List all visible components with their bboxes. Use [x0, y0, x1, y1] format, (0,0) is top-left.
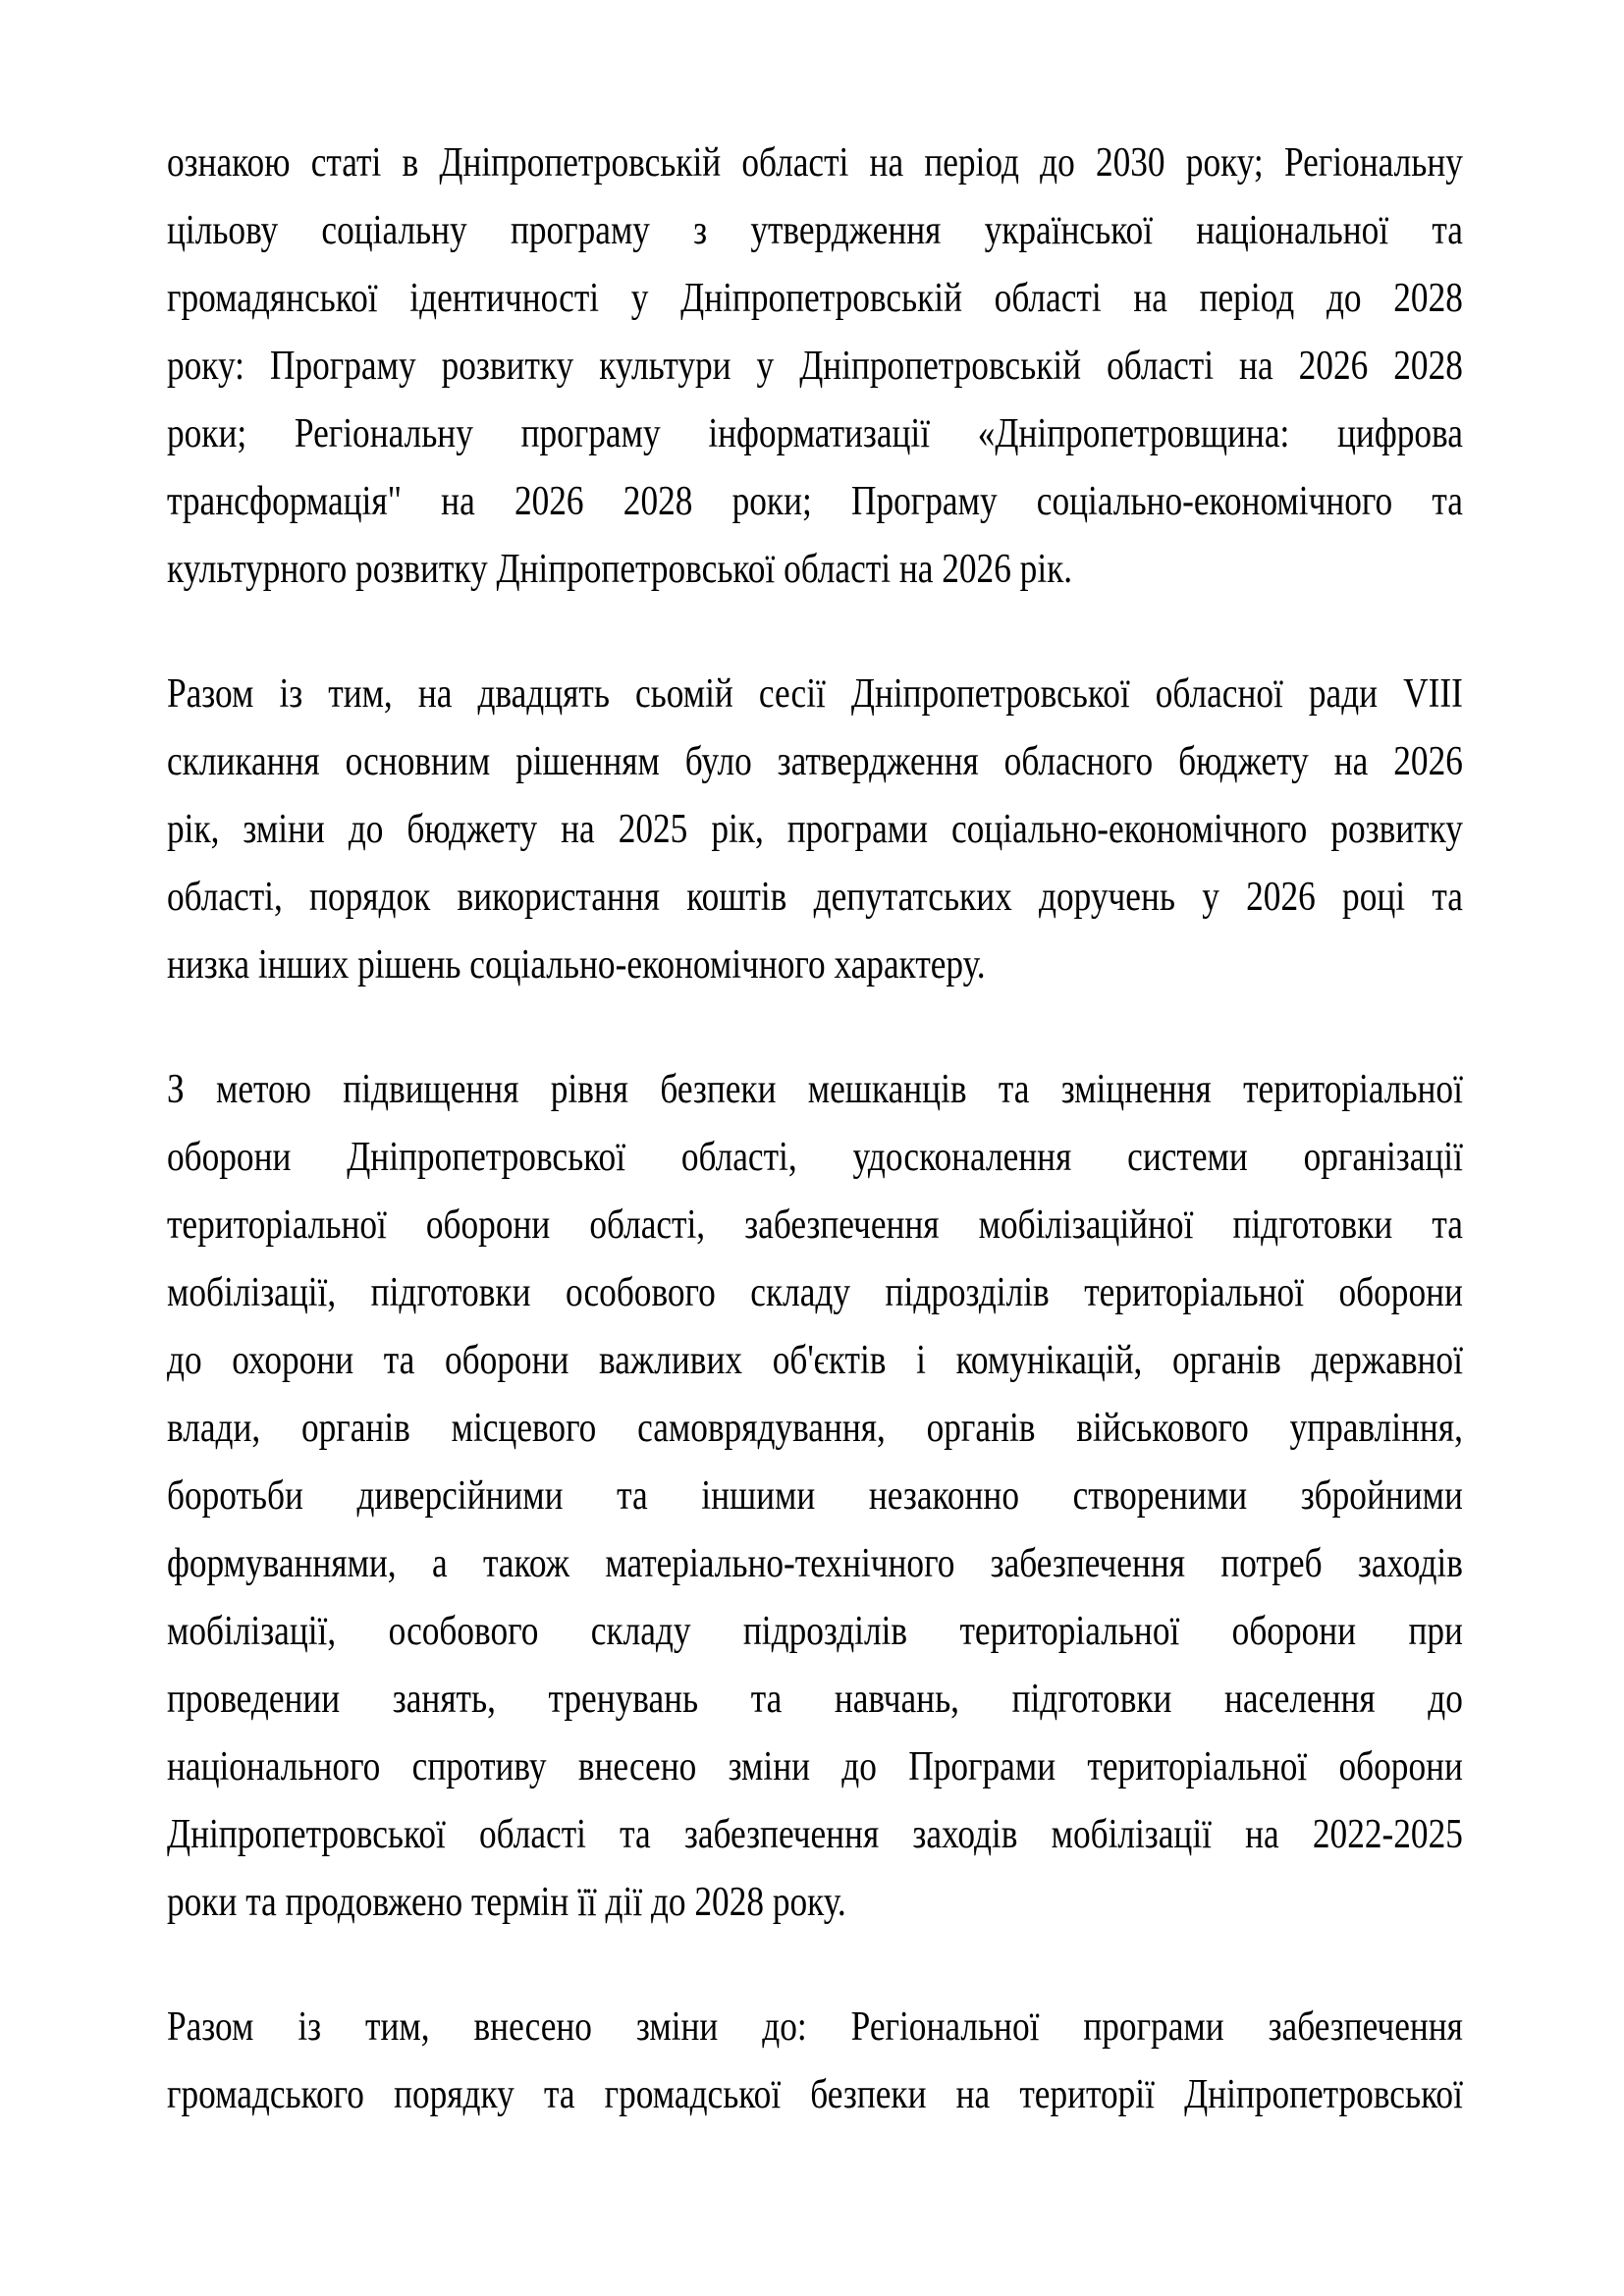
- text-line: мобілізації, підготовки особового складу підрозділів територіальної оборони: [167, 1270, 1463, 1315]
- text-line: оборони Дніпропетровської області, удосконалення системи організації: [167, 1135, 1463, 1180]
- text-line: культурного розвитку Дніпропетровської області на 2026 рік.: [167, 547, 1073, 592]
- text-line: територіальної оборони області, забезпечення мобілізаційної підготовки та: [167, 1202, 1463, 1248]
- text-line: громадського порядку та громадської безпеки на території Дніпропетровської: [167, 2072, 1463, 2117]
- text-line: боротьби диверсійними та іншими незаконно створеними збройними: [167, 1473, 1463, 1519]
- paragraph-3: [167, 1056, 1463, 1937]
- paragraph-2: [167, 661, 1463, 999]
- text-line: мобілізації, особового складу підрозділів територіальної оборони при: [167, 1609, 1463, 1654]
- text-line: Разом із тим, на двадцять сьомій сесії Дніпропетровської обласної ради VIII: [167, 671, 1463, 717]
- text-line: роки та продовжено термін її дії до 2028 року.: [167, 1880, 846, 1925]
- text-line: ознакою статі в Дніпропетровській області на період до 2030 року; Регіональну: [167, 140, 1463, 186]
- text-line: року: Програму розвитку культури у Дніпропетровській області на 2026 2028: [167, 344, 1463, 389]
- text-line: рік, зміни до бюджету на 2025 рік, програми соціально-економічного розвитку: [167, 807, 1463, 852]
- text-line: до охорони та оборони важливих об'єктів і комунікацій, органів державної: [167, 1338, 1463, 1383]
- text-line: скликання основним рішенням було затвердження обласного бюджету на 2026: [167, 739, 1463, 784]
- text-line: національного спротиву внесено зміни до Програми територіальної оборони: [167, 1744, 1463, 1789]
- text-block: [167, 130, 1463, 2129]
- text-line: низка інших рішень соціально-економічного характеру.: [167, 942, 986, 988]
- text-line: роки; Регіональну програму інформатизації «Дніпропетровщина: цифрова: [167, 411, 1463, 456]
- text-line: проведении занять, тренувань та навчань, підготовки населення до: [167, 1677, 1463, 1722]
- paragraph-1: [167, 130, 1463, 604]
- text-line: трансформація" на 2026 2028 роки; Програму соціально-економічного та: [167, 479, 1463, 524]
- paragraph-4: [167, 1994, 1463, 2129]
- text-line: області, порядок використання коштів депутатських доручень у 2026 році та: [167, 875, 1463, 920]
- text-line: громадянської ідентичності у Дніпропетровській області на період до 2028: [167, 276, 1463, 321]
- text-line: цільову соціальну програму з утвердження української національної та: [167, 208, 1463, 253]
- text-line: Дніпропетровської області та забезпечення заходів мобілізації на 2022-2025: [167, 1812, 1463, 1857]
- text-line: Разом із тим, внесено зміни до: Регіональної програми забезпечення: [167, 2004, 1463, 2050]
- text-line: З метою підвищення рівня безпеки мешканців та зміцнення територіальної: [167, 1067, 1463, 1112]
- text-line: влади, органів місцевого самоврядування, органів військового управління,: [167, 1406, 1463, 1451]
- text-line: формуваннями, а також матеріально-технічного забезпечення потреб заходів: [167, 1541, 1463, 1586]
